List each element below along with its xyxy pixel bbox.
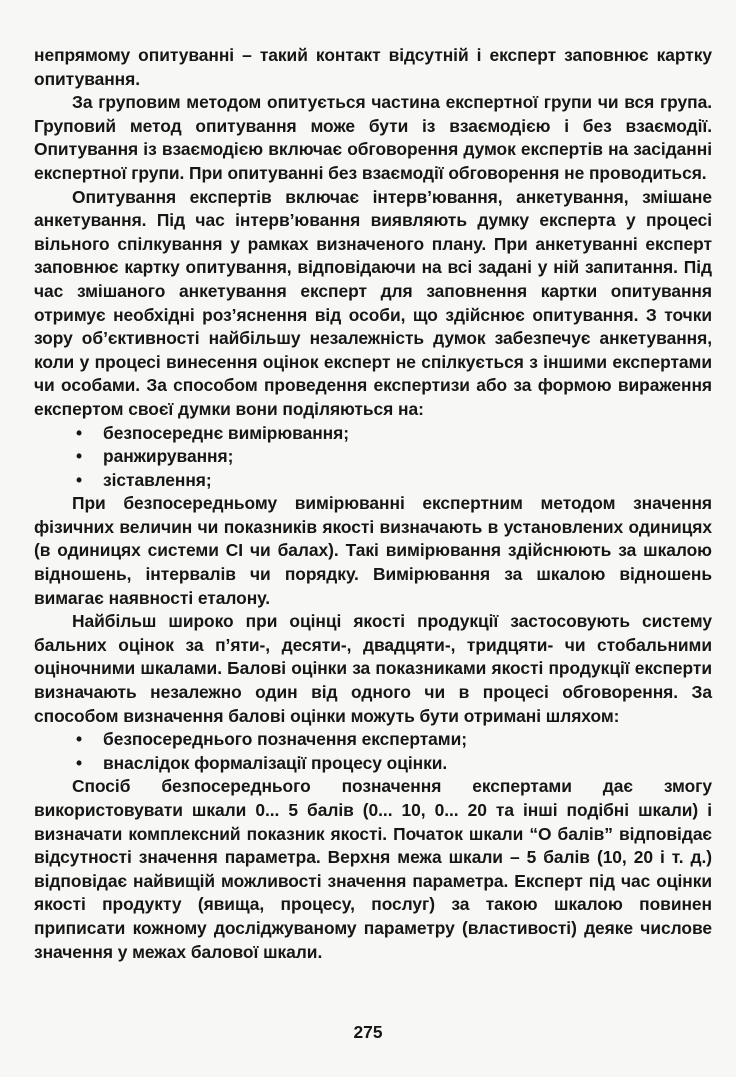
list-item <box>34 469 712 493</box>
list-item <box>34 728 712 752</box>
paragraph-score-system: Найбільш широко при оцінці якості продукції застосовують систему бальних оцінок за п’яти-, десяти-, двадцяти-, тридцяти- чи стобальними оціночними шкалами. Балові оцінки за показниками якості продукції експерти визначають незалежно один від одного чи в процесі обговорення. За способом визначення балові оцінки можуть бути отримані шляхом: <box>34 611 712 726</box>
list-item <box>34 445 712 469</box>
list-item-text: ранжирування; <box>103 446 234 467</box>
bullet-icon: • <box>76 446 83 467</box>
paragraph-survey-types: Опитування експертів включає інтерв’ювання, анкетування, змішане анкетування. Під час інтерв’ювання виявляють думку експерта у процесі вільного спілкування у рамках визначеного плану. При анкетуванні експерт заповнює картку опитування, відповідаючи на всі задані у ній запитання. Під час змішаного анкетування експерт для заповнення картки опитування отримує необхідні роз’яснення від особи, що здійснює опитування. З точки зору об’єктивності найбільшу незалежність думок забезпечує анкетування, коли у процесі винесення оцінок експерт не спілкується з іншими експертами чи особами. За способом проведення експертизи або за формою вираження експертом своєї думки вони поділяються на: <box>34 186 712 419</box>
list-item <box>34 422 712 446</box>
paragraph-group-method: За груповим методом опитується частина експертної групи чи вся група. Груповий метод опитування може бути із взаємодією і без взаємодії. Опитування із взаємодією включає обговорення думок експертів на засіданні експертної групи. При опитуванні без взаємодії обговорення не проводиться. <box>34 92 712 183</box>
bullet-list-score-methods <box>34 728 712 775</box>
bullet-icon: • <box>76 729 83 750</box>
paragraph-scale-method: Спосіб безпосереднього позначення експертами дає змогу використовувати шкали 0... 5 балів (0... 10, 0... 20 та інші подібні шкали) і визначати комплексний показник якості. Початок шкали “О балів” відповідає відсутності значення параметра. Верхня межа шкали – 5 балів (10, 20 і т. д.) відповідає найвищій можливості значення параметра. Експерт під час оцінки якості продукту (явища, процесу, послуг) за такою шкалою повинен приписати кожному досліджуваному параметру (властивості) деяке числове значення у межах балової шкали. <box>34 776 712 962</box>
page-body <box>34 44 712 964</box>
page-number: 275 <box>353 1022 383 1042</box>
list-item-text: безпосереднє вимірювання; <box>103 422 349 443</box>
list-item-text: внаслідок формалізації процесу оцінки. <box>103 752 448 773</box>
list-item <box>34 752 712 776</box>
bullet-list-expertise-forms <box>34 422 712 493</box>
paragraph-continuation: непрямому опитуванні – такий контакт відсутній і експерт заповнює картку опитування. <box>34 45 712 89</box>
paragraph-direct-measurement: При безпосередньому вимірюванні експертним методом значення фізичних величин чи показників якості визначають в установлених одиницях (в одиницях системи СІ чи балах). Такі вимірювання здійснюють за шкалою відношень, інтервалів чи порядку. Вимірювання за шкалою відношень вимагає наявності еталону. <box>34 493 712 608</box>
list-item-text: зіставлення; <box>103 469 212 490</box>
bullet-icon: • <box>76 422 83 443</box>
bullet-icon: • <box>76 752 83 773</box>
bullet-icon: • <box>76 469 83 490</box>
list-item-text: безпосереднього позначення експертами; <box>103 729 467 750</box>
